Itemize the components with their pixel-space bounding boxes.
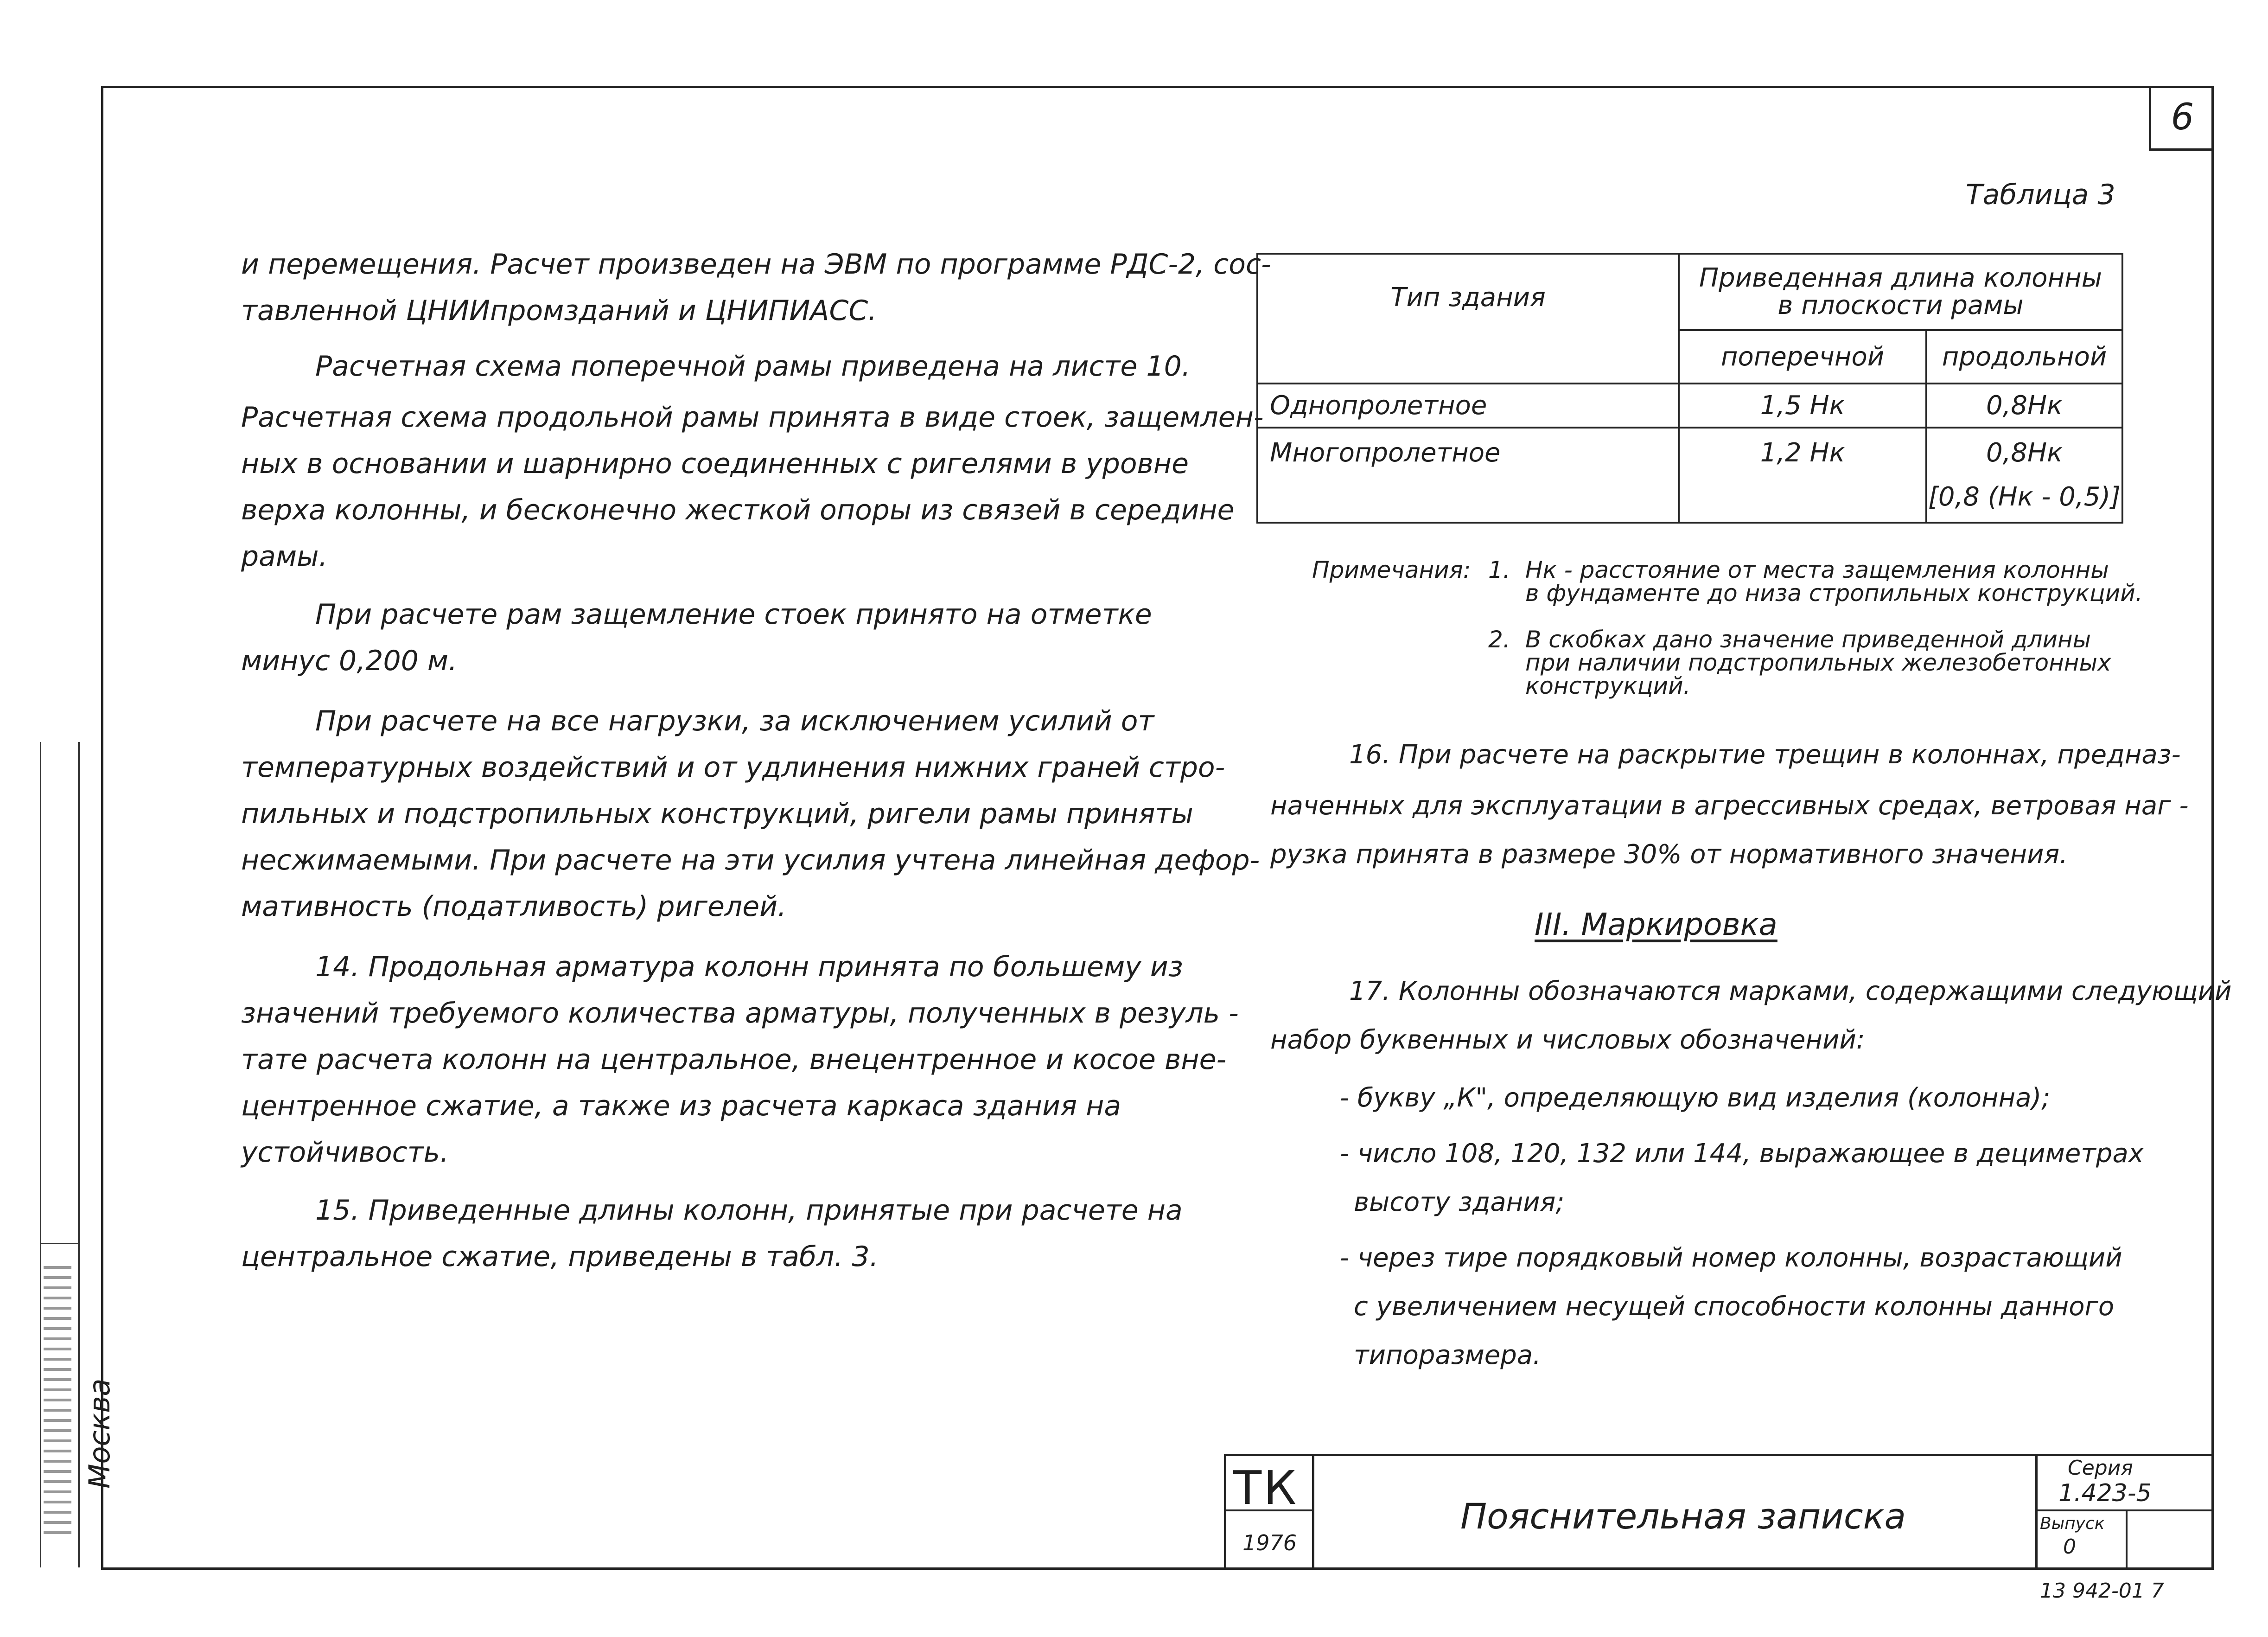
- table-header-longitudinal: продольной: [1926, 330, 2122, 384]
- text-line: наченных для эксплуатации в агрессивных средах, ветровая наг -: [1270, 791, 2189, 821]
- section-heading: III. Маркировка: [1535, 907, 1777, 942]
- table-header-transverse: поперечной: [1679, 330, 1926, 384]
- table-cell-longitudinal-alt: [0,8 (Нк - 0,5)]: [1928, 482, 2121, 512]
- table-cell-longitudinal: 0,8Нк: [1926, 384, 2122, 428]
- list-item: - через тире порядковый номер колонны, возрастающий: [1340, 1243, 2122, 1273]
- text-line: 17. Колонны обозначаются марками, содержащими следующий: [1349, 976, 2232, 1006]
- text-line: Расчетная схема продольной рамы принята в виде стоек, защемлен-: [241, 401, 1264, 434]
- note-number: 1.: [1488, 556, 1510, 583]
- text-line: 16. При расчете на раскрытие трещин в колоннах, предназ-: [1349, 740, 2181, 770]
- note-text: Нк - расстояние от места защемления колонны: [1525, 556, 2109, 583]
- side-stamp: [40, 742, 116, 1567]
- text-line: ных в основании и шарнирно соединенных с ригелями в уровне: [241, 448, 1189, 480]
- text-line: 14. Продольная арматура колонн принята по большему из: [315, 951, 1183, 983]
- note-text: при наличии подстропильных железобетонных: [1525, 649, 2111, 676]
- table-header-length: Приведенная длина колонны в плоскости рамы: [1679, 254, 2122, 330]
- series-value: 1.423-5: [2058, 1479, 2152, 1507]
- table-cell-transverse: 1,5 Нк: [1679, 384, 1926, 428]
- text-line: центральное сжатие, приведены в табл. 3.: [241, 1241, 879, 1273]
- document-title: Пояснительная записка: [1460, 1496, 1906, 1537]
- note-number: 2.: [1488, 626, 1510, 653]
- table-cell-transverse: 1,2 Нк: [1679, 428, 1926, 523]
- series-label: Серия: [2068, 1456, 2133, 1480]
- text-line: рузка принята в размере 30% от нормативного значения.: [1270, 839, 2068, 870]
- text-line: несжимаемыми. При расчете на эти усилия учтена линейная дефор-: [241, 844, 1260, 876]
- text-line: При расчете на все нагрузки, за исключением усилий от: [315, 705, 1154, 737]
- text-line: и перемещения. Расчет произведен на ЭВМ по программе РДС-2, сос-: [241, 248, 1271, 281]
- issue-value: 0: [2063, 1535, 2076, 1559]
- text-line: пильных и подстропильных конструкций, ригели рамы приняты: [241, 798, 1193, 830]
- note-text: в фундаменте до низа стропильных конструкций.: [1525, 580, 2143, 607]
- text-line: устойчивость.: [241, 1136, 449, 1169]
- table-cell-longitudinal-main: 0,8Нк: [1986, 438, 2063, 468]
- table-cell-type: Однопролетное: [1257, 384, 1679, 428]
- inventory-number: 13 942-01 7: [2040, 1579, 2164, 1603]
- text-line: мативность (податливость) ригелей.: [241, 890, 787, 923]
- table-3: [1256, 253, 2123, 524]
- year: 1976: [1242, 1530, 1297, 1555]
- table-caption: Таблица 3: [1966, 179, 2115, 211]
- list-item-cont: с увеличением несущей способности колонны данного: [1354, 1292, 2115, 1322]
- notes-label: Примечания:: [1312, 556, 1471, 583]
- org-mark: ТК: [1233, 1461, 1299, 1515]
- text-line: При расчете рам защемление стоек принято на отметке: [315, 598, 1152, 631]
- issue-label: Выпуск: [2040, 1514, 2105, 1533]
- list-item: - букву „К", определяющую вид изделия (колонна);: [1340, 1083, 2051, 1113]
- text-line: Расчетная схема поперечной рамы приведена на листе 10.: [315, 350, 1191, 383]
- text-line: рамы.: [241, 540, 328, 573]
- list-item-cont: типоразмера.: [1354, 1340, 1541, 1370]
- text-line: значений требуемого количества арматуры, полученных в резуль -: [241, 997, 1239, 1030]
- text-line: верха колонны, и бесконечно жесткой опоры из связей в середине: [241, 494, 1235, 526]
- text-line: центренное сжатие, а также из расчета каркаса здания на: [241, 1090, 1121, 1122]
- city-label: Москва: [83, 1378, 116, 1489]
- list-item: - число 108, 120, 132 или 144, выражающее в дециметрах: [1340, 1138, 2144, 1169]
- table-cell-longitudinal: [1926, 428, 2122, 523]
- text-line: набор буквенных и числовых обозначений:: [1270, 1025, 1865, 1055]
- text-line: тате расчета колонн на центральное, внецентренное и косое вне-: [241, 1043, 1227, 1076]
- text-line: минус 0,200 м.: [241, 645, 458, 677]
- page-number: 6: [2149, 86, 2214, 151]
- list-item-cont: высоту здания;: [1354, 1187, 1565, 1217]
- note-text: конструкций.: [1525, 672, 1691, 699]
- table-cell-type: Многопролетное: [1257, 428, 1679, 523]
- note-text: В скобках дано значение приведенной длины: [1525, 626, 2091, 653]
- text-line: температурных воздействий и от удлинения нижних граней стро-: [241, 751, 1225, 784]
- scan-marks: [44, 1266, 71, 1535]
- text-line: тавленной ЦНИИпромзданий и ЦНИПИАСС.: [241, 294, 877, 327]
- table-header-type: Тип здания: [1257, 254, 1679, 384]
- text-line: 15. Приведенные длины колонн, принятые при расчете на: [315, 1194, 1183, 1227]
